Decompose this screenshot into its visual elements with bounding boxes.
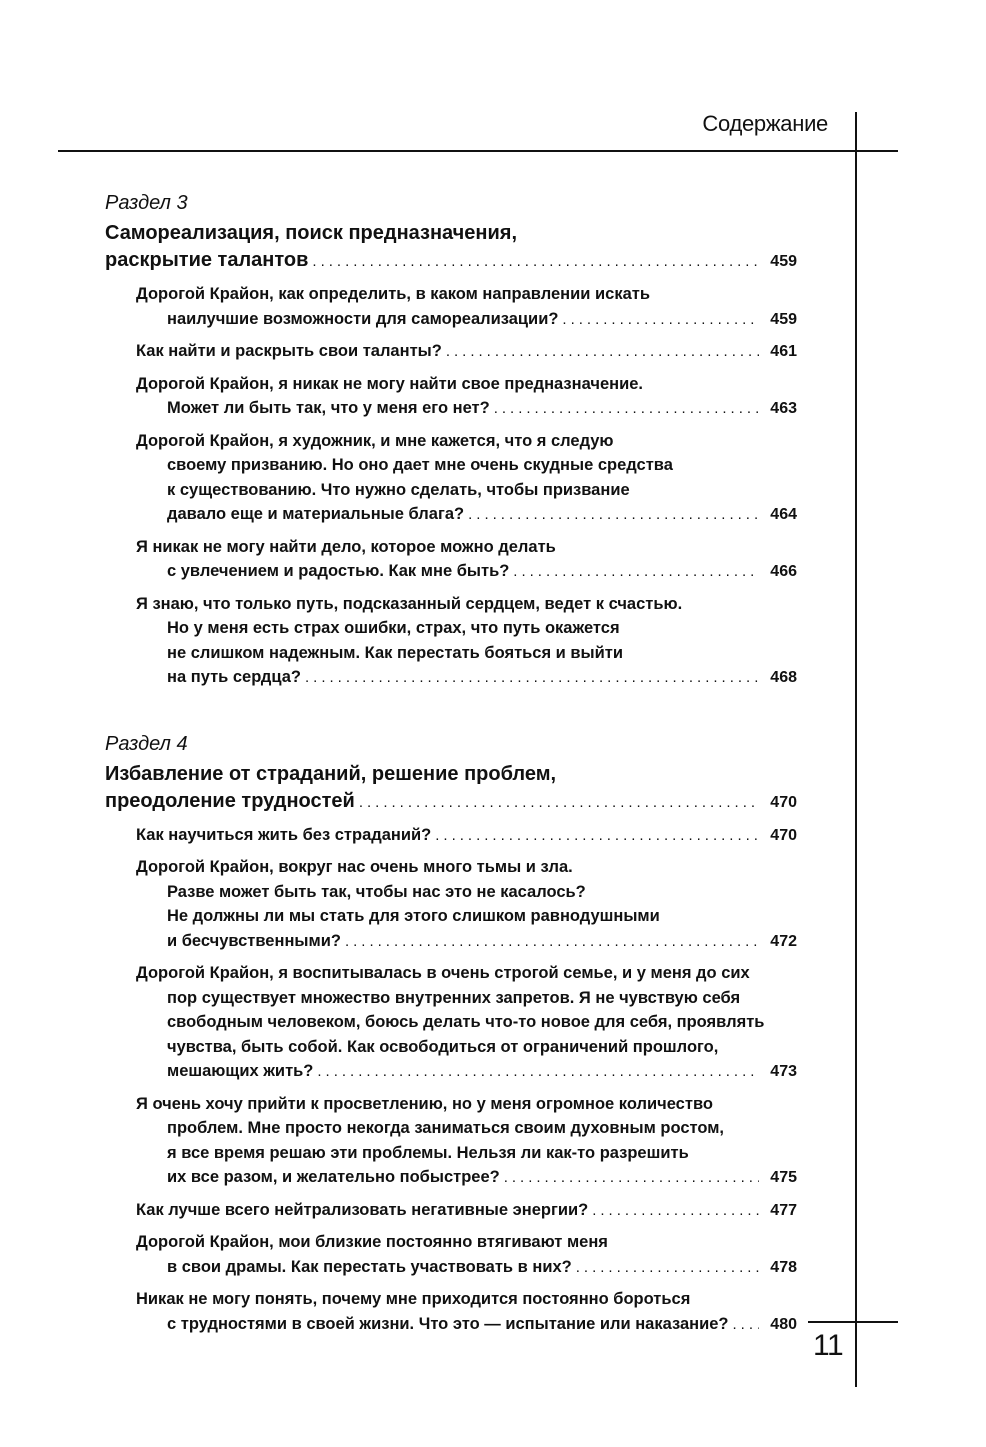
entry-text-line: Дорогой Крайон, я воспитывалась в очень строгой семье, и у меня до сих	[136, 964, 750, 982]
entry-text-line: проблем. Мне просто некогда заниматься своим духовным ростом,	[167, 1119, 725, 1137]
page-ref: 473	[770, 1063, 797, 1080]
entry-text-line: давало еще и материальные блага?	[167, 505, 465, 523]
page-ref: 468	[770, 669, 797, 686]
entry-last-line	[136, 665, 797, 691]
section-title-entry[interactable]	[105, 788, 797, 816]
dot-leader	[504, 1166, 759, 1191]
section-title-line: Избавление от страданий, решение проблем,	[105, 762, 557, 785]
toc-entry[interactable]	[136, 429, 797, 528]
section-label: Раздел 4	[105, 732, 188, 755]
entry-text-line: Как найти и раскрыть свои таланты?	[136, 342, 442, 360]
page-ref: 478	[770, 1258, 797, 1276]
entry-last-line	[136, 396, 797, 422]
entry-last-line	[136, 339, 797, 365]
toc-entry[interactable]	[136, 535, 797, 585]
section-title-entry[interactable]	[105, 247, 797, 275]
toc-entry[interactable]	[136, 1198, 797, 1224]
toc-entry[interactable]	[136, 592, 797, 691]
entry-text-line: Но у меня есть страх ошибки, страх, что путь окажется	[167, 619, 620, 637]
page-ref: 475	[770, 1169, 797, 1186]
entry-last-line	[136, 823, 797, 849]
entry-last-line	[136, 1255, 797, 1281]
dot-leader	[435, 824, 759, 849]
entry-text-line: в свои драмы. Как перестать участвовать в них?	[167, 1257, 572, 1276]
entry-text-line: Не должны ли мы стать для этого слишком равнодушными	[167, 907, 660, 925]
toc-entry[interactable]	[136, 282, 797, 332]
section-title-line: Самореализация, поиск предназначения,	[105, 222, 518, 244]
entry-text-line: Дорогой Крайон, вокруг нас очень много тьмы и зла.	[136, 858, 573, 876]
margin-rule	[855, 112, 857, 1387]
entry-last-line	[136, 559, 797, 585]
dot-leader	[513, 560, 759, 585]
page-ref: 461	[770, 343, 797, 360]
entry-text-line: Дорогой Крайон, мои близкие постоянно втягивают меня	[136, 1233, 608, 1251]
running-title: Содержание	[702, 111, 828, 136]
entry-last-line	[136, 1198, 797, 1224]
toc-entry[interactable]	[136, 1092, 797, 1191]
entry-text-line: Дорогой Крайон, как определить, в каком направлении искать	[136, 285, 650, 303]
entry-text-line: своему призванию. Но оно дает мне очень скудные средства	[167, 456, 673, 474]
dot-leader	[359, 789, 759, 816]
dot-leader	[317, 1060, 759, 1085]
page-ref: 470	[770, 826, 797, 844]
page-ref: 477	[770, 1201, 797, 1219]
dot-leader	[592, 1199, 759, 1224]
entry-text-line: Я знаю, что только путь, подсказанный сердцем, ведет к счастью.	[136, 594, 683, 613]
dot-leader	[312, 248, 759, 275]
section-label: Раздел 3	[105, 192, 188, 214]
entry-last-line	[136, 1312, 797, 1338]
toc-section	[105, 190, 797, 691]
page-ref: 463	[770, 400, 797, 417]
toc-entry[interactable]	[136, 855, 797, 954]
footer-rule	[808, 1321, 898, 1323]
page-ref: 470	[770, 793, 797, 811]
entry-last-line	[136, 502, 797, 528]
dot-leader	[562, 308, 759, 333]
entry-text-line: Дорогой Крайон, я никак не могу найти свое предназначение.	[136, 374, 643, 393]
entry-text-line: Дорогой Крайон, я художник, и мне кажется, что я следую	[136, 431, 614, 450]
toc-entry[interactable]	[136, 1287, 797, 1337]
dot-leader	[733, 1313, 759, 1338]
page-ref: 459	[770, 253, 797, 270]
entry-text-line: мешающих жить?	[167, 1062, 314, 1080]
entry-last-line	[136, 929, 797, 955]
page-ref: 472	[770, 932, 797, 950]
entry-text-line: Может ли быть так, что у меня его нет?	[167, 399, 490, 417]
page-ref: 459	[770, 310, 797, 328]
entry-text-line: не слишком надежным. Как перестать бояться и выйти	[167, 643, 624, 662]
dot-leader	[345, 930, 759, 955]
entry-text-line: я все время решаю эти проблемы. Нельзя ли как-то разрешить	[167, 1143, 689, 1162]
page-number: 11	[813, 1329, 844, 1362]
entry-text-line: Я очень хочу прийти к просветлению, но у меня огромное количество	[136, 1094, 713, 1113]
entry-text-line: с трудностями в своей жизни. Что это — испытание или наказание?	[167, 1314, 729, 1333]
page-ref: 480	[770, 1315, 797, 1333]
section-title-line: раскрытие талантов	[105, 249, 309, 271]
entry-text-line: и бесчувственными?	[167, 931, 341, 950]
entry-last-line	[136, 1059, 797, 1085]
entry-text-line: с увлечением и радостью. Как мне быть?	[167, 562, 510, 580]
entry-text-line: чувства, быть собой. Как освободиться от ограничений прошлого,	[167, 1037, 719, 1056]
entry-text-line: свободным человеком, боюсь делать что-то новое для себя, проявлять	[167, 1013, 765, 1031]
table-of-contents	[105, 190, 797, 1377]
entry-text-line: их все разом, и желательно побыстрее?	[167, 1168, 500, 1186]
entry-text-line: наилучшие возможности для самореализации?	[167, 309, 559, 328]
dot-leader	[305, 666, 759, 691]
page-ref: 464	[770, 506, 797, 523]
dot-leader	[494, 397, 759, 422]
toc-entry[interactable]	[136, 372, 797, 422]
toc-entry[interactable]	[136, 961, 797, 1085]
entry-text-line: к существованию. Что нужно сделать, чтобы призвание	[167, 480, 630, 499]
dot-leader	[468, 503, 759, 528]
entry-text-line: Как лучше всего нейтрализовать негативные энергии?	[136, 1200, 589, 1219]
entry-text-line: Я никак не могу найти дело, которое можно делать	[136, 537, 556, 556]
dot-leader	[446, 340, 759, 365]
toc-entry[interactable]	[136, 339, 797, 365]
dot-leader	[576, 1256, 759, 1281]
header-rule	[58, 150, 898, 152]
entry-text-line: Никак не могу понять, почему мне приходится постоянно бороться	[136, 1290, 691, 1308]
entry-text-line: пор существует множество внутренних запретов. Я не чувствую себя	[167, 988, 741, 1007]
toc-section	[105, 731, 797, 1338]
toc-entry[interactable]	[136, 1230, 797, 1280]
page-ref: 466	[770, 563, 797, 580]
entry-text-line: Как научиться жить без страданий?	[136, 825, 432, 844]
entry-text-line: на путь сердца?	[167, 668, 301, 686]
entry-last-line	[136, 1165, 797, 1191]
section-title-line: преодоление трудностей	[105, 789, 355, 812]
toc-entry[interactable]	[136, 823, 797, 849]
entry-text-line: Разве может быть так, чтобы нас это не касалось?	[167, 882, 586, 901]
entry-last-line	[136, 307, 797, 333]
